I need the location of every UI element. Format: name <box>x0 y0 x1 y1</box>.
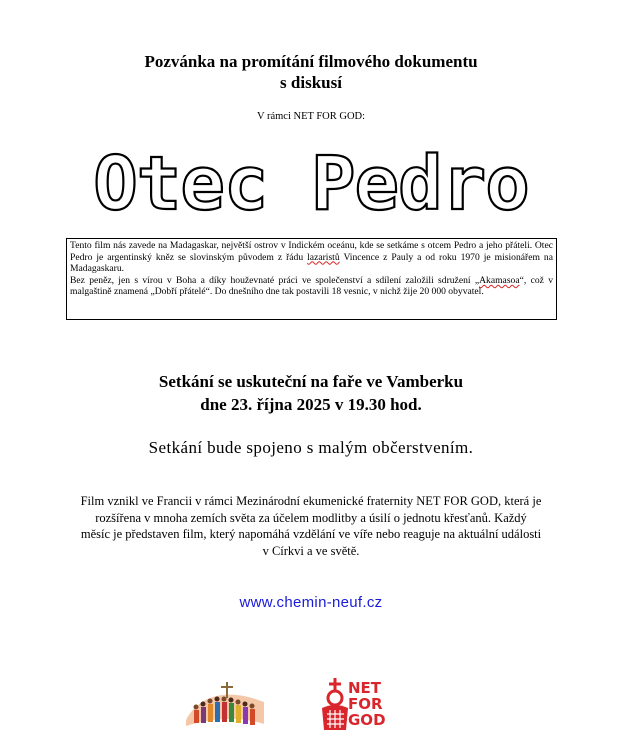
meeting-place: Setkání se uskuteční na faře ve Vamberku <box>158 372 464 391</box>
description-paragraph-1: Tento film nás zavede na Madagaskar, největší ostrov v Indickém oceánu, kde se setkáme s otcem Pedro a jeho přáteli. Otec Pedro je argentinský kněz se slovinským původem z řádu lazaristů Vincence z Pauly a od roku 1970 je misionářem na Madagaskaru. <box>70 240 553 275</box>
website-link[interactable]: www.chemin-neuf.cz <box>239 594 383 611</box>
net-for-god-subtitle: V rámci NET FOR GOD: <box>256 111 366 122</box>
chemin-neuf-logo <box>180 680 270 730</box>
invitation-title-line2: s diskusí <box>280 73 342 92</box>
spellcheck-word: lazaristů <box>307 251 340 263</box>
meeting-date: dne 23. října 2025 v 19.30 hod. <box>200 395 422 414</box>
logo-text-god: GOD <box>348 711 386 729</box>
net-for-god-logo <box>318 676 390 732</box>
description-paragraph-2: Bez peněz, jen s vírou v Boha a díky houževnaté práci ve společenství a sdílení založili sdružení „Akamasoa“, což v malgaštině znamená „Dobří přátelé“. Do dnešního dne tak postavili 18 vesnic, v nichž žije 20 000 obyvatel. <box>70 274 553 298</box>
logo-text-net: NET <box>348 679 382 697</box>
spellcheck-word: Akamasoa <box>479 274 520 286</box>
film-description-box <box>66 238 557 320</box>
invitation-title-line1: Pozvánka na promítání filmového dokumentu <box>144 52 478 71</box>
refreshments-note: Setkání bude spojeno s malým občerstvením. <box>148 438 474 457</box>
film-title: Otec Pedro <box>93 141 529 227</box>
logo-text-for: FOR <box>348 695 383 713</box>
about-net-for-god: Film vznikl ve Francii v rámci Mezinárodní ekumenické fraternity NET FOR GOD, která je rozšířena v mnoha zemích světa za účelem modlitby a úsilí o jednotu křesťanů. Každý měsíc je představen film, který napomáhá vzdělání ve víře nebo reaguje na aktuální události v Církvi a ve světě. <box>80 494 542 558</box>
